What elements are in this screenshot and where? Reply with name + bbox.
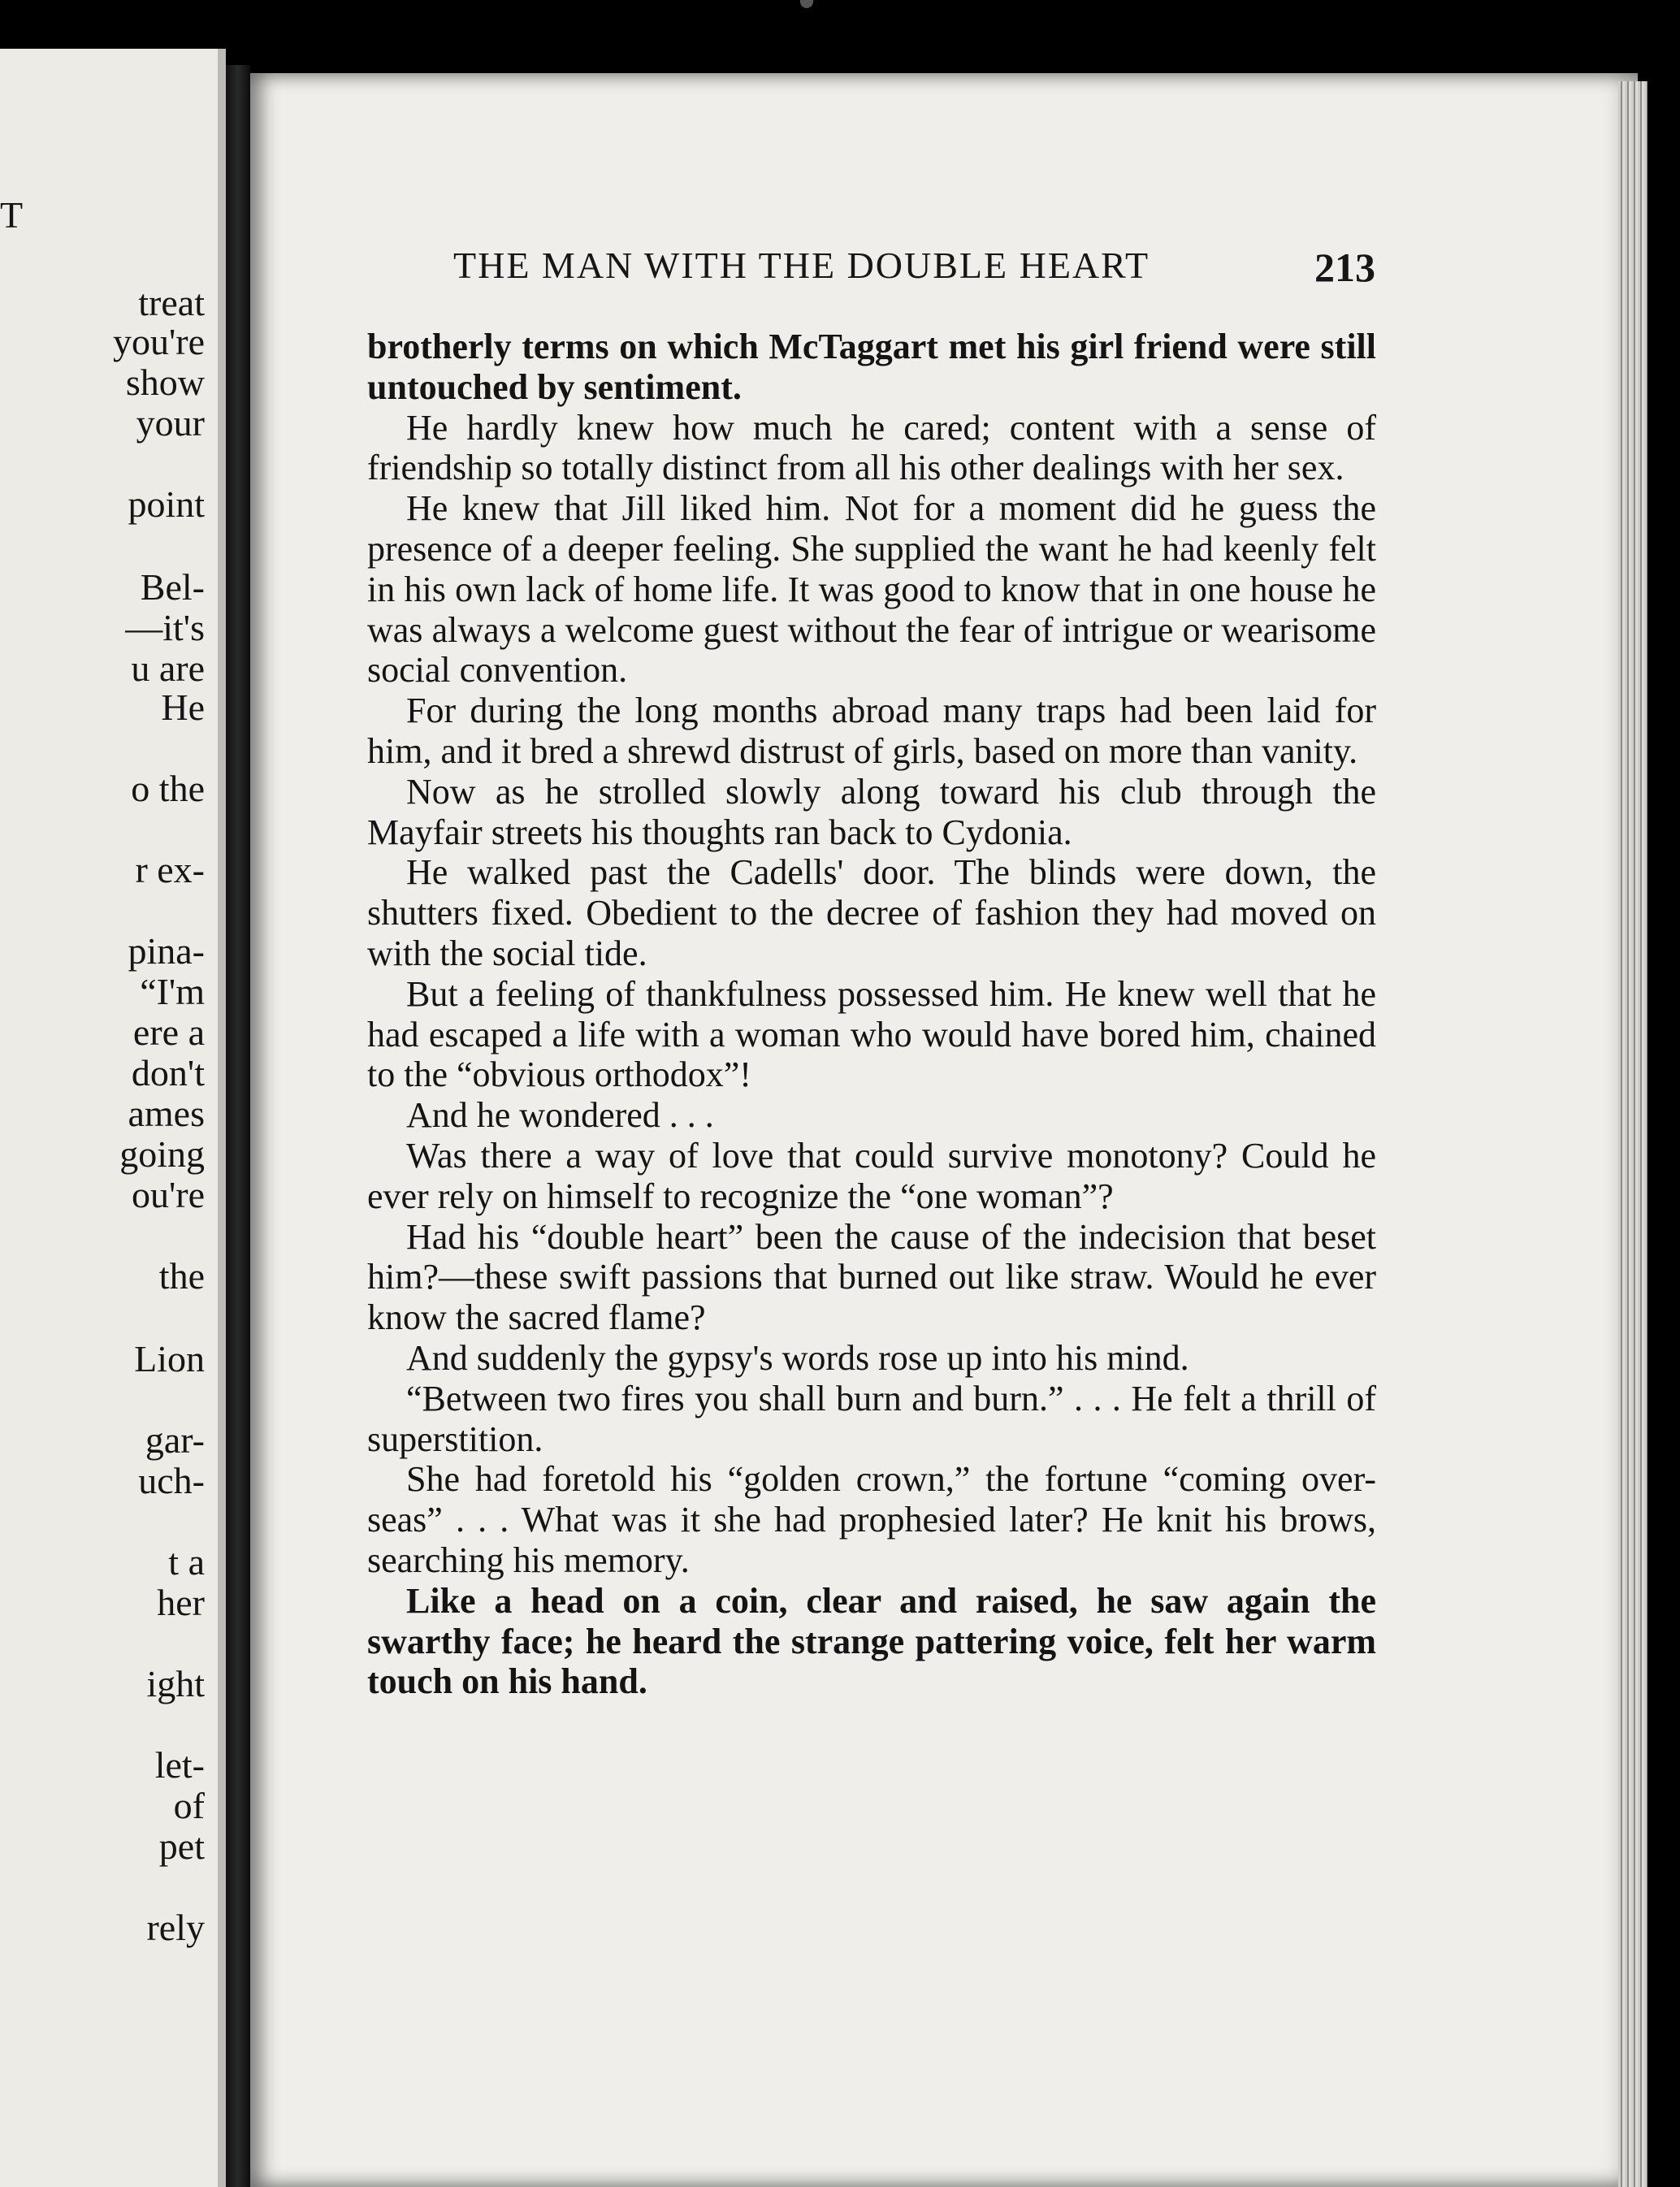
facing-page-line: ight (146, 1663, 205, 1704)
facing-page-line: don't (131, 1052, 205, 1094)
facing-page-line: u are (131, 647, 205, 689)
scan-top-border (0, 0, 1680, 49)
facing-page-line: Bel- (140, 566, 205, 608)
facing-page-line: treat (138, 282, 205, 323)
facing-page-line: T (0, 194, 24, 236)
paragraph: He hardly knew how much he cared; content with a sense of friendship so totally distinct from all his other dealings with her sex. (367, 407, 1376, 488)
paragraph: Now as he strolled slowly along toward his club through the Mayfair streets his thoughts ran back to Cydonia. (367, 771, 1376, 852)
facing-page-line: going (119, 1133, 205, 1175)
paragraph: brotherly terms on which McTaggart met his girl friend were still untouched by sentiment. (367, 327, 1376, 407)
paragraph: Was there a way of love that could survive monotony? Could he ever rely on himself to recognize the “one woman”? (367, 1135, 1376, 1216)
paragraph: And he wondered . . . (406, 1095, 714, 1136)
book-gutter (226, 65, 250, 2187)
scan-notch (800, 0, 813, 8)
facing-page-line: r ex- (135, 849, 205, 890)
facing-page-line: of (173, 1785, 205, 1826)
facing-page-line: —it's (125, 607, 205, 648)
paragraph: But a feeling of thankfulness possessed him. He knew well that he had escaped a life with a woman who would have bored him, chained to the “obvious orthodox”! (367, 973, 1376, 1095)
facing-page-line: rely (146, 1907, 205, 1948)
facing-page-line: uch- (138, 1460, 205, 1501)
paragraph: She had foretold his “golden crown,” the fortune “coming over-seas” . . . What was it she had prophesied later? He knit his brows, searching his memory. (367, 1459, 1376, 1580)
facing-page-line: show (125, 362, 205, 403)
paragraph: Like a head on a coin, clear and raised, he saw again the swarthy face; he heard the strange pattering voice, felt her warm touch on his hand. (367, 1580, 1376, 1702)
facing-page-line: the (158, 1255, 205, 1297)
facing-page-line: gar- (145, 1419, 205, 1461)
facing-page-line: let- (154, 1744, 205, 1786)
paragraph: Had his “double heart” been the cause of the indecision that beset him?—these swift passions that burned out like straw. Would he ever know the sacred flame? (367, 1216, 1376, 1338)
facing-page-line: o the (131, 768, 205, 809)
paragraph: And suddenly the gypsy's words rose up into his mind. (406, 1337, 1189, 1378)
facing-page-line: pina- (128, 930, 205, 972)
facing-page-line: ou're (131, 1174, 205, 1215)
facing-page-line: ere a (132, 1011, 205, 1053)
facing-page-fragment (0, 49, 226, 2187)
paragraph: He walked past the Cadells' door. The blinds were down, the shutters fixed. Obedient to the decree of fashion they had moved on with the social tide. (367, 852, 1376, 973)
facing-page-line: Lion (134, 1338, 205, 1379)
facing-page-line: “I'm (140, 971, 205, 1012)
facing-page-line: her (157, 1582, 205, 1623)
running-head: THE MAN WITH THE DOUBLE HEART (453, 245, 1150, 286)
paragraph: He knew that Jill liked him. Not for a moment did he guess the presence of a deeper feeling. She supplied the want he had keenly felt in his own lack of home life. It was good to know that in one house he was always a welcome guest without the fear of intrigue or wearisome social convention. (367, 488, 1376, 691)
facing-page-line: ames (128, 1093, 205, 1134)
facing-page-line: point (128, 483, 205, 525)
paragraph: “Between two fires you shall burn and burn.” . . . He felt a thrill of superstition. (367, 1378, 1376, 1459)
facing-page-line: He (161, 686, 205, 728)
page-number: 213 (1314, 245, 1375, 290)
facing-page-line: t a (168, 1541, 205, 1583)
page-edge-stack (1618, 81, 1648, 2187)
facing-page-line: you're (112, 321, 205, 362)
body-text (367, 327, 1376, 1702)
paragraph: For during the long months abroad many traps had been laid for him, and it bred a shrewd distrust of girls, based on more than vanity. (367, 691, 1376, 771)
facing-page-line: pet (158, 1825, 205, 1867)
facing-page-line: your (136, 402, 205, 444)
